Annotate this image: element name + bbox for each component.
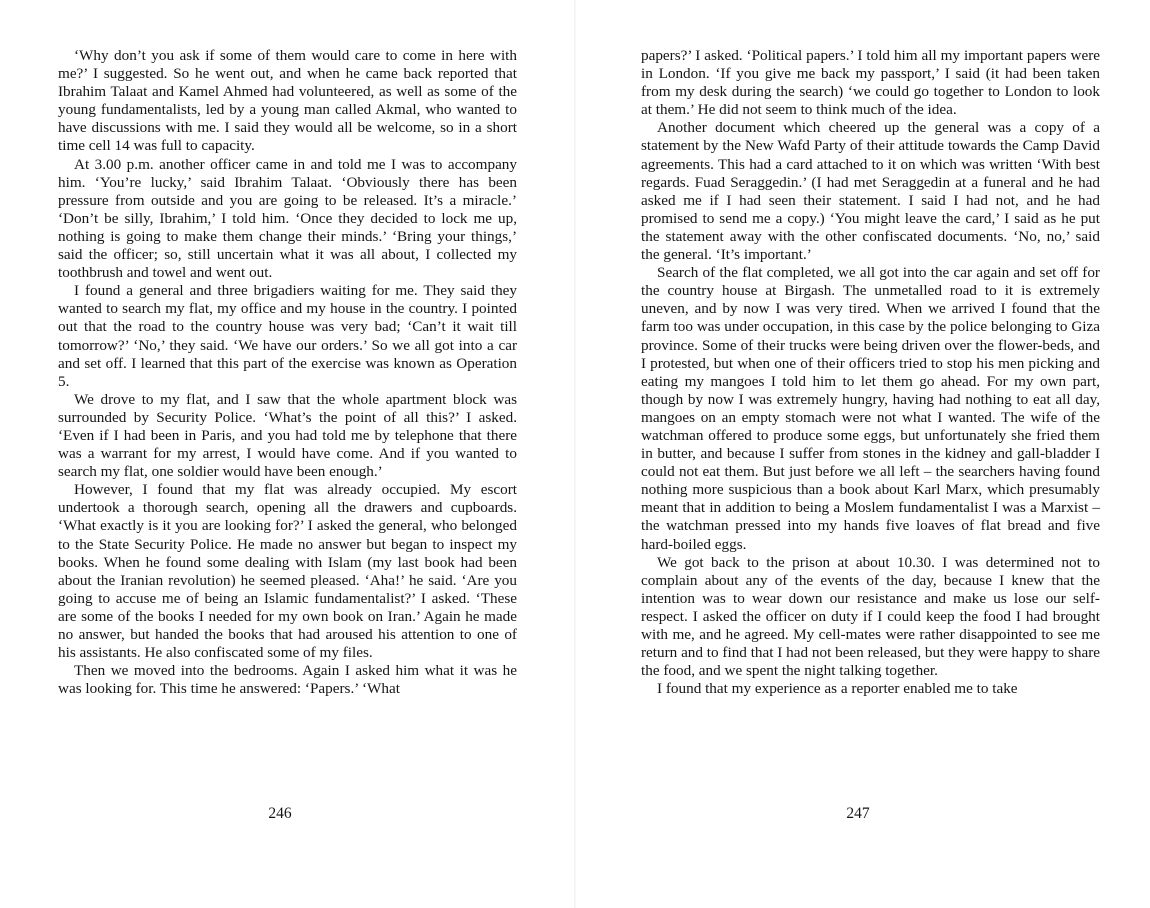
paragraph: Then we moved into the bedrooms. Again I asked him what it was he was looking for. This time he answered: ‘Papers.’ ‘What bbox=[58, 662, 517, 698]
right-page bbox=[575, 0, 1150, 908]
page-number: 247 bbox=[846, 805, 870, 822]
right-page-text bbox=[641, 47, 1100, 698]
paragraph: We drove to my flat, and I saw that the whole apartment block was surrounded by Security Police. ‘What’s the point of all this?’ I asked. ‘Even if I had been in Paris, and you had told me by telephone that there was a warrant for my arrest, I would have come. And if you wanted to search my flat, one soldier would have been enough.’ bbox=[58, 390, 517, 481]
paragraph: However, I found that my flat was already occupied. My escort undertook a thorough search, opening all the drawers and cupboards. ‘What exactly is it you are looking for?’ I asked the general, who belonged to the State Security Police. He made no answer but began to inspect my books. When he found some dealing with Islam (my last book had been about the Iranian revolution) he seemed pleased. ‘Aha!’ he said. ‘Are you going to accuse me of being an Islamic fundamentalist?’ I asked. ‘These are some of the books I needed for my own book on Iran.’ Again he made no answer, but handed the books that had aroused his attention to one of his assistants. He also confiscated some of my files. bbox=[58, 481, 517, 662]
paragraph: ‘Why don’t you ask if some of them would care to come in here with me?’ I suggested. So he went out, and when he came back reported that Ibrahim Talaat and Kamel Ahmed had volunteered, as well as some of the young fundamentalists, led by a young man called Akmal, who wanted to have discussions with me. I said they would all be welcome, so in a short time cell 14 was full to capacity. bbox=[58, 47, 517, 155]
paragraph: I found a general and three brigadiers waiting for me. They said they wanted to search my flat, my office and my house in the country. I pointed out that the road to the country house was very bad; ‘Can’t it wait till tomorrow?’ ‘No,’ they said. ‘We have our orders.’ So we all got into a car and set off. I learned that this part of the exercise was known as Operation 5. bbox=[58, 282, 517, 390]
page-number: 246 bbox=[268, 805, 292, 822]
paragraph: We got back to the prison at about 10.30. I was determined not to complain about any of the events of the day, because I knew that the intention was to wear down our resistance and make us lose our self-respect. I asked the officer on duty if I could keep the food I had brought with me, and he agreed. My cell-mates were rather disappointed to see me return and to find that I had not been released, but they were happy to share the food, and we spent the night talking together. bbox=[641, 553, 1100, 680]
paragraph: Another document which cheered up the general was a copy of a statement by the New Wafd Party of their attitude towards the Camp David agreements. This had a card attached to it on which was written ‘With best regards. Fuad Seraggedin.’ (I had met Seraggedin at a funeral and he had asked me if I had seen their statement. I said I had not, and he had promised to send me a copy.) ‘You might leave the card,’ I said as he put the statement away with the other confiscated documents. ‘No, no,’ said the general. ‘It’s important.’ bbox=[641, 119, 1100, 264]
paragraph: Search of the flat completed, we all got into the car again and set off for the country house at Birgash. The unmetalled road to it is extremely uneven, and by now I was very tired. When we arrived I found that the farm too was under occupation, in this case by the police belonging to Giza province. Some of their trucks were being driven over the flower-beds, and I protested, but when one of their officers tried to stop his men picking and eating my mangoes I told him to let them go ahead. For my own part, though by now I was extremely hungry, having had nothing to eat all day, mangoes on an empty stomach were not what I wanted. The wife of the watchman offered to produce some eggs, but unfortunately she fried them in butter, and because I suffer from stones in the kidney and gall-bladder I could not eat them. But just before we all left – the searchers having found nothing more suspicious than a book about Karl Marx, which presumably meant that in addition to being a Moslem fundamentalist I was a Marxist – the watchman pressed into my hands five loaves of flat bread and five hard-boiled eggs. bbox=[641, 264, 1100, 553]
left-page-text bbox=[58, 47, 517, 698]
paragraph-continuation: papers?’ I asked. ‘Political papers.’ I told him all my important papers were in London. ‘If you give me back my passport,’ I said (it had been taken from my desk during the search) ‘we could go together to London to look at them.’ He did not seem to think much of the idea. bbox=[641, 47, 1100, 119]
paragraph: At 3.00 p.m. another officer came in and told me I was to accompany him. ‘You’re lucky,’ said Ibrahim Talaat. ‘Obviously there has been pressure from outside and you are going to be released. It’s a miracle.’ ‘Don’t be silly, Ibrahim,’ I told him. ‘Once they decided to lock me up, nothing is going to make them change their minds.’ ‘Bring your things,’ said the officer; so, still uncertain what it was all about, I collected my toothbrush and towel and went out. bbox=[58, 155, 517, 282]
paragraph: I found that my experience as a reporter enabled me to take bbox=[657, 680, 1018, 698]
